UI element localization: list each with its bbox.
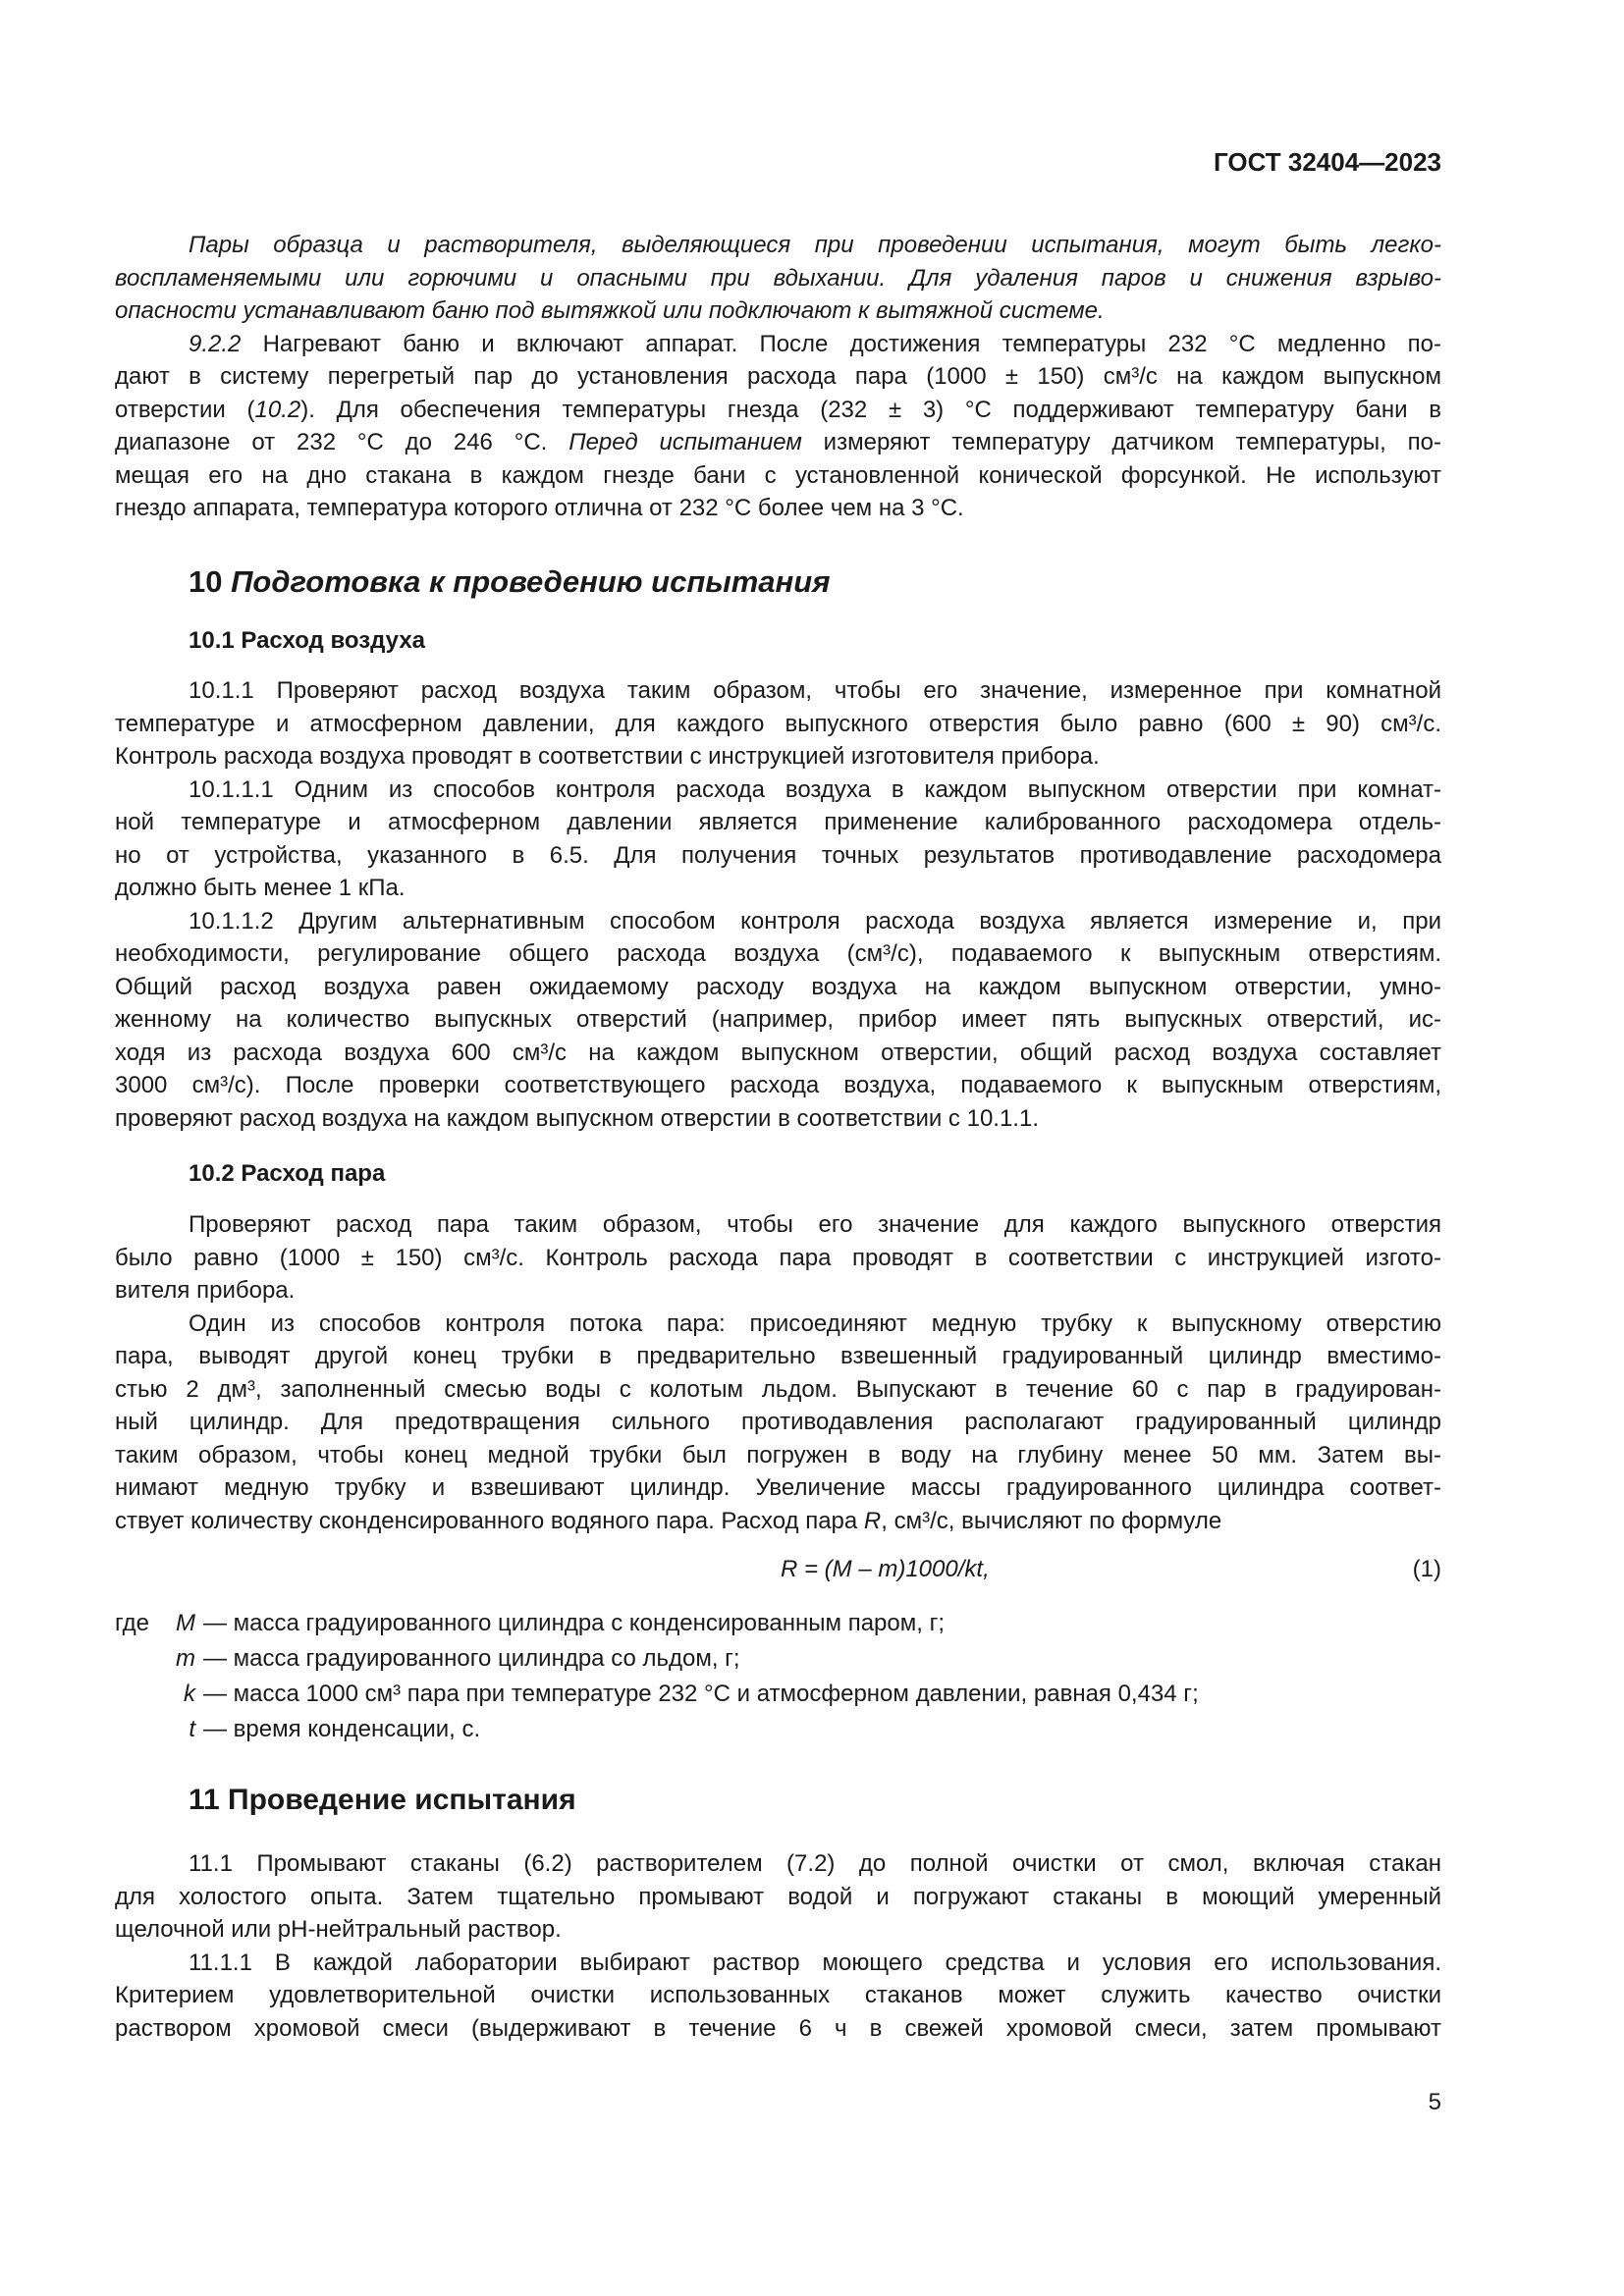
paragraph-10-1 [115,674,1441,1135]
legend-item [115,1606,1199,1641]
legend-text: — время конденсации, с. [203,1716,481,1742]
subsection-10-1-heading: 10.1 Расход воздуха [189,627,426,654]
text-segment: , см³/с, вычисляют по формуле [881,1507,1222,1534]
text-line [115,1439,1441,1472]
text-line [115,294,1441,328]
text-line [115,459,1441,493]
legend-symbol: m [176,1645,195,1672]
legend-item [115,1712,1199,1747]
text-line [115,1505,1441,1538]
text-segment: пара, выводят другой конец трубки в предварительно взвешенный градуированный цилиндр вместимо- [115,1343,1441,1369]
text-line [115,492,1441,525]
text-segment: проверяют расход воздуха на каждом выпускном отверстии в соответствии с 10.1.1. [115,1104,1039,1132]
legend-item [115,1641,1199,1677]
text-segment: Проверяют расход пара таким образом, чтобы его значение для каждого выпускного отверстия [189,1211,1441,1238]
legend-prefix: где [115,1610,150,1636]
text-line [115,839,1441,873]
section-10-heading [189,564,830,600]
italic-text: Перед испытанием [568,429,802,455]
text-segment: было равно (1000 ± 150) см³/с. Контроль расхода пара проводят в соответствии с инструкцией изгото- [115,1244,1441,1271]
text-line [115,2012,1441,2046]
text-line [115,1003,1441,1037]
text-segment: ходя из расхода воздуха 600 см³/с на каждом выпускном отверстии, общий расход воздуха составляет [115,1039,1441,1066]
text-segment: диапазоне от 232 °С до 246 °С. [115,429,569,455]
subsection-10-2-heading: 10.2 Расход пара [189,1160,386,1187]
text-segment: необходимости, регулирование общего расхода воздуха (см³/с), подаваемого к выпускным отверстиям. [115,940,1441,967]
text-line [115,806,1441,839]
text-line [115,905,1441,938]
text-line [115,1471,1441,1505]
italic-text: R [863,1507,882,1534]
text-segment: таким образом, чтобы конец медной трубки был погружен в воду на глубину менее 50 мм. Затем вы- [115,1441,1441,1468]
text-segment: нимают медную трубку и взвешивают цилиндр. Увеличение массы градуированного цилиндра соответ- [115,1474,1441,1501]
text-segment: 10.1.1 Проверяют расход воздуха таким образом, чтобы его значение, измеренное при комнатной [189,677,1441,704]
text-line [115,1308,1441,1341]
section-title: Подготовка к проведению испытания [231,564,831,599]
text-segment: температуре и атмосферном давлении, для каждого выпускного отверстия было равно (600 ± 90) см³/с. [115,710,1441,737]
text-segment: Общий расход воздуха равен ожидаемому расходу воздуха на каждом выпускном отверстии, умно- [115,973,1441,1000]
text-line [115,872,1441,905]
text-segment: но от устройства, указанного в 6.5. Для получения точных результатов противодавление расходомера [115,841,1441,869]
text-segment: гнездо аппарата, температура которого отлична от 232 °С более чем на 3 °С. [115,495,964,521]
text-line [115,740,1441,774]
text-segment: дают в систему перегретый пар до установления расхода пара (1000 ± 150) см³/с на каждом выпускном [115,363,1441,390]
text-segment: ный цилиндр. Для предотвращения сильного противодавления располагают градуированный цилиндр [115,1409,1441,1435]
text-line [115,394,1441,427]
text-line [115,1037,1441,1070]
text-line [115,937,1441,971]
text-line [115,971,1441,1004]
document-header-id: ГОСТ 32404—2023 [1214,147,1441,177]
text-line [115,674,1441,708]
text-line [115,774,1441,807]
formula-expression: R = (M – m)1000/kt, [781,1556,990,1582]
text-segment: должно быть менее 1 кПа. [115,875,406,901]
text-segment: женному на количество выпускных отверстий (например, прибор имеет пять выпускных отверстий, ис- [115,1006,1441,1033]
text-segment: Критерием удовлетворительной очистки использованных стаканов может служить качество очистки [115,1982,1441,2008]
text-segment: отверстии ( [115,396,255,423]
italic-text: опасности устанавливают баню под вытяжкой или подключают к вытяжной системе. [115,297,1105,324]
text-line [115,1242,1441,1275]
italic-text: 10.2 [254,396,301,423]
text-segment: 10.1.1.1 Одним из способов контроля расхода воздуха в каждом выпускном отверстии при комнат- [189,775,1441,803]
text-line [115,1979,1441,2012]
legend-symbol: t [189,1716,195,1742]
text-line [115,1340,1441,1373]
text-segment: 3000 см³/с). После проверки соответствующего расхода воздуха, подаваемого к выпускным отверстиям, [115,1072,1441,1098]
text-line [115,1913,1441,1947]
legend-item [115,1677,1199,1712]
legend-symbol: M [176,1610,195,1636]
paragraph-11-1 [115,1847,1441,2045]
page-number: 5 [1428,2089,1441,2115]
legend-symbol: k [184,1681,195,1707]
formula-legend [115,1606,1199,1747]
text-line [115,708,1441,741]
text-line [115,1406,1441,1439]
text-line [115,229,1441,262]
text-segment: 11.1 Промывают стаканы (6.2) растворителем (7.2) до полной очистки от смол, включая стакан [189,1850,1441,1877]
text-segment: вителя прибора. [115,1277,296,1304]
text-line [115,328,1441,361]
text-segment: для холостого опыта. Затем тщательно промывают водой и погружают стаканы в моющий умеренный [115,1883,1441,1910]
text-segment: Контроль расхода воздуха проводят в соответствии с инструкцией изготовителя прибора. [115,743,1100,770]
italic-text: 9.2.2 [189,330,242,357]
text-segment: Нагревают баню и включают аппарат. После достижения температуры 232 °С медленно по- [241,330,1441,357]
text-segment: стью 2 дм³, заполненный смесью воды с колотым льдом. Выпускают в течение 60 с пар в градуирован- [115,1375,1441,1403]
section-number: 10 [189,564,223,599]
text-segment: щелочной или pH-нейтральный раствор. [115,1916,562,1943]
italic-text: воспламеняемыми или горючими и опасными при вдыхании. Для удаления паров и снижения взрыво- [115,264,1441,292]
legend-text: — масса градуированного цилиндра со льдом, г; [203,1645,740,1672]
text-line [115,1069,1441,1102]
text-line [115,1847,1441,1881]
text-segment: раствором хромовой смеси (выдерживают в течение 6 ч в свежей хромовой смеси, затем промывают [115,2014,1441,2042]
text-line [115,1947,1441,1980]
text-segment: ). Для обеспечения температуры гнезда (232 ± 3) °С поддерживают температуру бани в [300,396,1442,423]
text-line [115,1102,1441,1136]
legend-text: — масса градуированного цилиндра с конденсированным паром, г; [203,1610,945,1636]
text-line [115,1208,1441,1242]
text-segment: ствует количеству сконденсированного водяного пара. Расход пара [115,1507,864,1534]
text-line [115,360,1441,394]
text-segment: 10.1.1.2 Другим альтернативным способом контроля расхода воздуха является измерение и, при [189,907,1441,934]
text-segment: измеряют температуру датчиком температуры, по- [801,429,1442,455]
legend-text: — масса 1000 см³ пара при температуре 232 °С и атмосферном давлении, равная 0,434 г; [203,1681,1199,1707]
text-segment: ной температуре и атмосферном давлении является применение калиброванного расходомера отдель- [115,809,1441,835]
formula-number: (1) [1412,1556,1441,1582]
paragraph-10-2 [115,1208,1441,1537]
paragraph-9-2-2 [115,229,1441,525]
text-line [115,1881,1441,1914]
text-line [115,262,1441,295]
text-segment: мещая его на дно стакана в каждом гнезде бани с установленной конической форсункой. Не используют [115,461,1441,489]
text-line [115,1274,1441,1308]
text-line [115,426,1441,459]
italic-text: Пары образца и растворителя, выделяющиеся при проведении испытания, могут быть легко- [189,232,1441,258]
text-line [115,1373,1441,1407]
section-11-heading: 11 Проведение испытания [189,1784,576,1816]
text-segment: 11.1.1 В каждой лаборатории выбирают раствор моющего средства и условия его использования. [189,1949,1441,1976]
text-segment: Один из способов контроля потока пара: присоединяют медную трубку к выпускному отверстию [189,1309,1441,1337]
